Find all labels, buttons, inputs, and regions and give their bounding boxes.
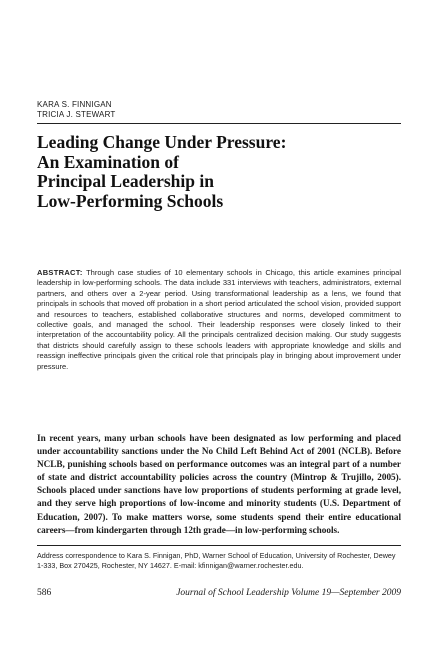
body-paragraph: In recent years, many urban schools have been designated as low performing and placed under accountability sanctions under the No Child Left Behind Act of 2001 (NCLB). Before NCLB, punishing schools based on performance outcomes was an integral part of a number of state and district accountability policies across the country (Mintrop & Trujillo, 2005). Schools placed under sanctions have low proportions of students performing at grade level, and they serve high proportions of low-income and minority students (U.S. Department of Education, 2007). To make matters worse, some students spend their entire educational careers—from kindergarten through 12th grade—in low-performing schools. (37, 433, 401, 535)
correspondence-footnote: Address correspondence to Kara S. Finnigan, PhD, Warner School of Education, University of Rochester, Dewey 1-333, Box 270425, Rochester, NY 14627. E-mail: kfinnigan@warner.rochester.edu. (37, 551, 396, 570)
article-title (37, 133, 401, 211)
abstract-label: ABSTRACT: (37, 268, 83, 277)
author-list (37, 100, 116, 120)
author-name: TRICIA J. STEWART (37, 110, 116, 119)
author-name: KARA S. FINNIGAN (37, 100, 112, 109)
header-rule (37, 123, 401, 124)
title-line: An Examination of (37, 151, 179, 172)
page-number: 586 (37, 588, 52, 598)
title-line: Leading Change Under Pressure: (37, 132, 287, 152)
abstract-text: Through case studies of 10 elementary schools in Chicago, this article examines principal leadership in low-performing schools. The data include 331 interviews with teachers, administrators, external partners, and others over a 2-year period. Using transformational leadership as a lens, we found that principals in schools that moved off probation in a short period articulated the school vision, provided support and resources to teachers, established collaborative structures and norms, developed commitment to collective goals, and managed the school. Their leadership responses were closely linked to their interpretation of the accountability policy. All the principals centralized decision making. Our study suggests that districts should carefully assign to these schools leaders with appropriate knowledge and skills and reassign ineffective principals given the critical role that principals play in bringing about improvement under pressure. (37, 268, 401, 371)
footnote-rule (37, 545, 401, 546)
title-line: Low-Performing Schools (37, 190, 224, 211)
title-line: Principal Leadership in (37, 171, 214, 191)
journal-citation: Journal of School Leadership Volume 19—September 2009 (176, 588, 401, 598)
abstract (37, 268, 401, 372)
